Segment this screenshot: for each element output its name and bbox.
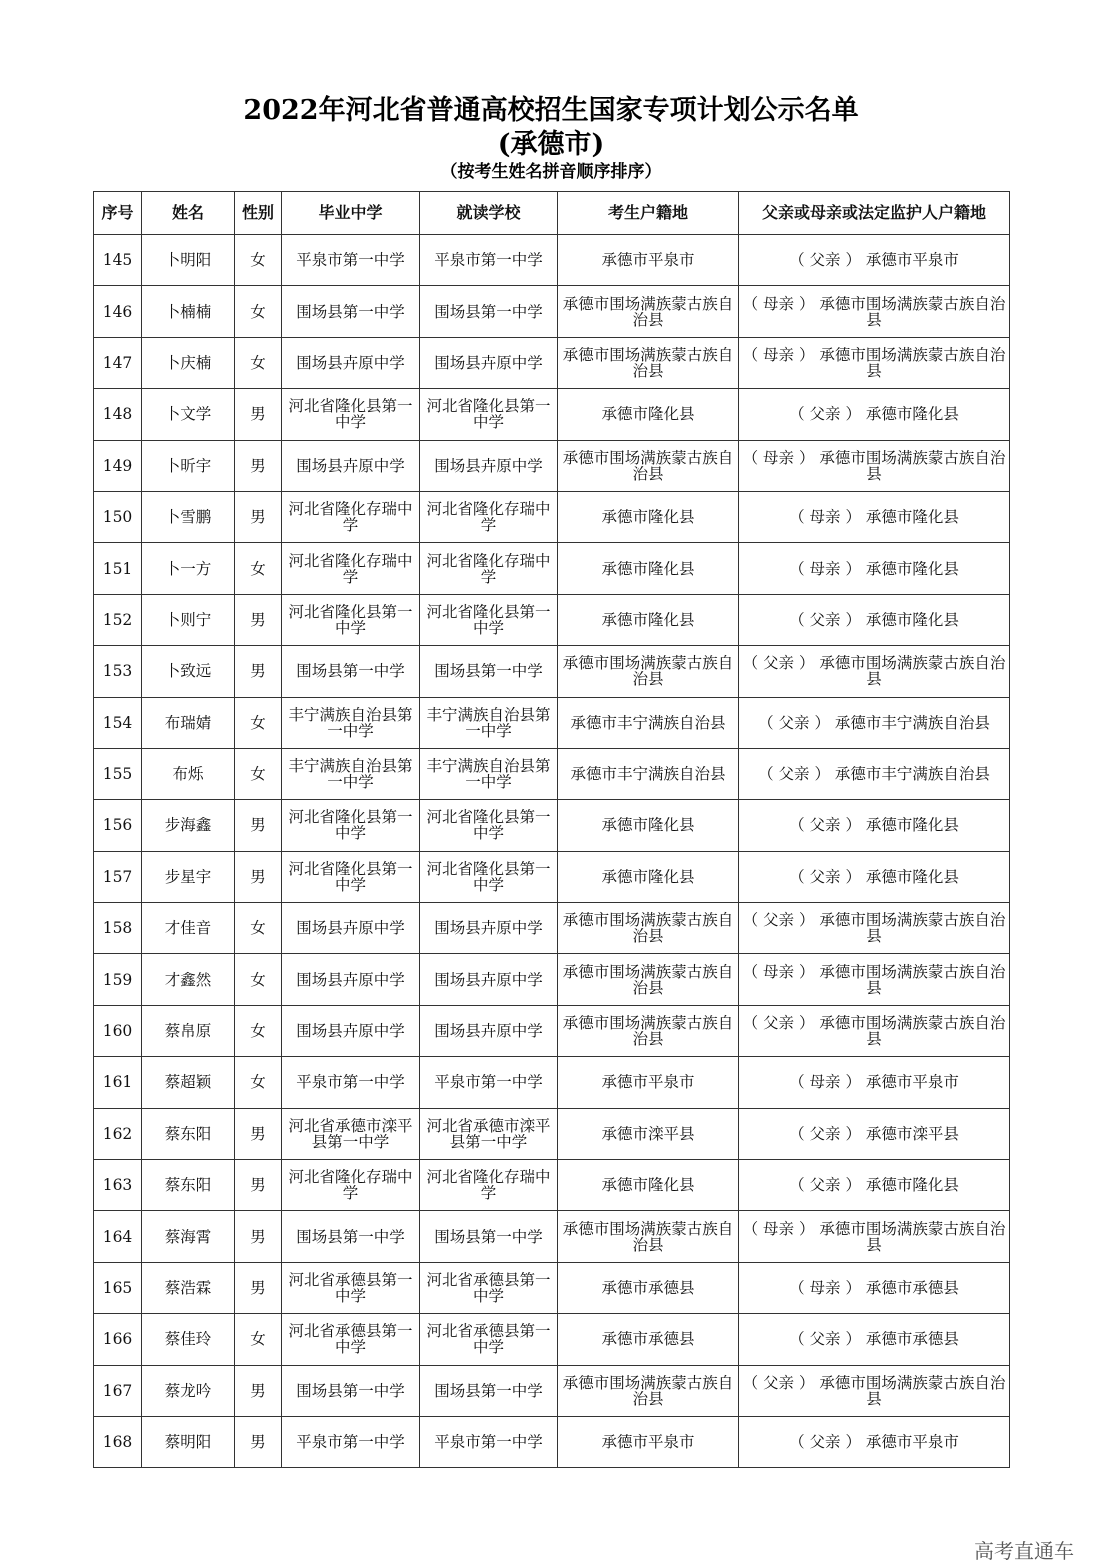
cell-guardian-household: （ 父亲 ） 承德市隆化县 [739,800,1010,851]
cell-guardian-household: （ 父亲 ） 承德市平泉市 [739,1416,1010,1467]
cell-name: 卜明阳 [142,235,235,286]
cell-guardian-household: （ 父亲 ） 承德市丰宁满族自治县 [739,697,1010,748]
cell-guardian-household: （ 母亲 ） 承德市围场满族蒙古族自治县 [739,337,1010,388]
table-row [94,1314,1010,1365]
cell-student-household: 承德市丰宁满族自治县 [558,697,739,748]
document-title: 2022年河北省普通高校招生国家专项计划公示名单 [243,95,859,126]
table-row [94,954,1010,1005]
cell-seq: 168 [94,1416,142,1467]
cell-guardian-household: （ 母亲 ） 承德市平泉市 [739,1057,1010,1108]
cell-student-household: 承德市隆化县 [558,491,739,542]
cell-student-household: 承德市平泉市 [558,1416,739,1467]
cell-gender: 女 [235,543,282,594]
cell-graduated-school: 河北省隆化县第一中学 [282,389,420,440]
cell-student-household: 承德市围场满族蒙古族自治县 [558,903,739,954]
cell-graduated-school: 河北省隆化县第一中学 [282,594,420,645]
cell-guardian-household: （ 母亲 ） 承德市围场满族蒙古族自治县 [739,286,1010,337]
table-row [94,646,1010,697]
cell-seq: 162 [94,1108,142,1159]
cell-name: 卜文学 [142,389,235,440]
cell-current-school: 平泉市第一中学 [420,1416,558,1467]
cell-student-household: 承德市隆化县 [558,543,739,594]
cell-guardian-household: （ 父亲 ） 承德市围场满族蒙古族自治县 [739,646,1010,697]
cell-gender: 男 [235,1416,282,1467]
cell-student-household: 承德市承德县 [558,1262,739,1313]
watermark-text: 高考直通车 [974,1539,1074,1563]
cell-guardian-household: （ 父亲 ） 承德市围场满族蒙古族自治县 [739,1005,1010,1056]
cell-seq: 164 [94,1211,142,1262]
cell-graduated-school: 河北省承德县第一中学 [282,1314,420,1365]
cell-guardian-household: （ 父亲 ） 承德市隆化县 [739,1160,1010,1211]
header-seq: 序号 [94,192,142,235]
cell-graduated-school: 河北省隆化存瑞中学 [282,491,420,542]
table-row [94,235,1010,286]
cell-student-household: 承德市承德县 [558,1314,739,1365]
cell-seq: 155 [94,748,142,799]
cell-seq: 163 [94,1160,142,1211]
cell-current-school: 河北省隆化存瑞中学 [420,491,558,542]
cell-seq: 161 [94,1057,142,1108]
cell-student-household: 承德市围场满族蒙古族自治县 [558,440,739,491]
cell-guardian-household: （ 母亲 ） 承德市围场满族蒙古族自治县 [739,1211,1010,1262]
table-row [94,800,1010,851]
table-row [94,1416,1010,1467]
table-row [94,337,1010,388]
cell-gender: 男 [235,1160,282,1211]
cell-student-household: 承德市隆化县 [558,1160,739,1211]
cell-gender: 男 [235,646,282,697]
cell-guardian-household: （ 母亲 ） 承德市围场满族蒙古族自治县 [739,954,1010,1005]
sort-order-note: （按考生姓名拼音顺序排序） [440,162,662,182]
cell-graduated-school: 平泉市第一中学 [282,1057,420,1108]
cell-current-school: 围场县卉原中学 [420,903,558,954]
cell-graduated-school: 丰宁满族自治县第一中学 [282,697,420,748]
cell-student-household: 承德市围场满族蒙古族自治县 [558,1365,739,1416]
cell-gender: 女 [235,903,282,954]
cell-gender: 女 [235,697,282,748]
cell-current-school: 围场县卉原中学 [420,954,558,1005]
cell-name: 才鑫然 [142,954,235,1005]
cell-current-school: 围场县第一中学 [420,286,558,337]
cell-gender: 男 [235,800,282,851]
cell-seq: 156 [94,800,142,851]
cell-current-school: 河北省隆化县第一中学 [420,851,558,902]
cell-name: 蔡超颖 [142,1057,235,1108]
cell-name: 卜则宁 [142,594,235,645]
cell-gender: 男 [235,594,282,645]
cell-name: 卜庆楠 [142,337,235,388]
cell-student-household: 承德市围场满族蒙古族自治县 [558,286,739,337]
cell-name: 蔡浩霖 [142,1262,235,1313]
table-row [94,440,1010,491]
table-row [94,1262,1010,1313]
cell-student-household: 承德市围场满族蒙古族自治县 [558,337,739,388]
table-row [94,594,1010,645]
cell-gender: 女 [235,286,282,337]
cell-guardian-household: （ 父亲 ） 承德市隆化县 [739,851,1010,902]
cell-name: 布烁 [142,748,235,799]
cell-current-school: 围场县第一中学 [420,1365,558,1416]
table-body [94,235,1010,1468]
cell-student-household: 承德市平泉市 [558,235,739,286]
cell-student-household: 承德市滦平县 [558,1108,739,1159]
document-subtitle: (承德市) [497,129,605,160]
cell-gender: 男 [235,1108,282,1159]
cell-graduated-school: 围场县卉原中学 [282,903,420,954]
cell-name: 才佳音 [142,903,235,954]
cell-student-household: 承德市隆化县 [558,800,739,851]
cell-name: 蔡帛原 [142,1005,235,1056]
cell-name: 卜致远 [142,646,235,697]
cell-graduated-school: 平泉市第一中学 [282,1416,420,1467]
cell-gender: 女 [235,954,282,1005]
cell-gender: 男 [235,491,282,542]
cell-gender: 女 [235,748,282,799]
cell-guardian-household: （ 父亲 ） 承德市围场满族蒙古族自治县 [739,1365,1010,1416]
cell-gender: 女 [235,1314,282,1365]
cell-graduated-school: 河北省隆化存瑞中学 [282,543,420,594]
cell-student-household: 承德市围场满族蒙古族自治县 [558,954,739,1005]
cell-student-household: 承德市丰宁满族自治县 [558,748,739,799]
cell-graduated-school: 丰宁满族自治县第一中学 [282,748,420,799]
cell-seq: 148 [94,389,142,440]
cell-name: 蔡东阳 [142,1108,235,1159]
cell-current-school: 河北省承德市滦平县第一中学 [420,1108,558,1159]
cell-current-school: 围场县第一中学 [420,646,558,697]
cell-current-school: 丰宁满族自治县第一中学 [420,697,558,748]
cell-gender: 男 [235,1211,282,1262]
header-name: 姓名 [142,192,235,235]
cell-gender: 女 [235,1005,282,1056]
cell-graduated-school: 围场县第一中学 [282,1365,420,1416]
cell-graduated-school: 围场县第一中学 [282,646,420,697]
table-row [94,697,1010,748]
cell-student-household: 承德市围场满族蒙古族自治县 [558,646,739,697]
cell-seq: 157 [94,851,142,902]
cell-seq: 154 [94,697,142,748]
table-row [94,851,1010,902]
cell-graduated-school: 围场县卉原中学 [282,337,420,388]
cell-name: 步星宇 [142,851,235,902]
header-gender: 性别 [235,192,282,235]
cell-graduated-school: 围场县第一中学 [282,1211,420,1262]
cell-graduated-school: 围场县卉原中学 [282,1005,420,1056]
cell-current-school: 河北省隆化县第一中学 [420,594,558,645]
cell-guardian-household: （ 母亲 ） 承德市承德县 [739,1262,1010,1313]
cell-guardian-household: （ 父亲 ） 承德市承德县 [739,1314,1010,1365]
cell-guardian-household: （ 母亲 ） 承德市隆化县 [739,543,1010,594]
cell-seq: 151 [94,543,142,594]
cell-current-school: 河北省隆化县第一中学 [420,800,558,851]
cell-seq: 149 [94,440,142,491]
cell-name: 蔡佳玲 [142,1314,235,1365]
cell-guardian-household: （ 母亲 ） 承德市围场满族蒙古族自治县 [739,440,1010,491]
header-guardian-household: 父亲或母亲或法定监护人户籍地 [739,192,1010,235]
cell-seq: 150 [94,491,142,542]
cell-graduated-school: 河北省隆化存瑞中学 [282,1160,420,1211]
cell-seq: 159 [94,954,142,1005]
cell-seq: 147 [94,337,142,388]
cell-seq: 160 [94,1005,142,1056]
cell-graduated-school: 河北省隆化县第一中学 [282,851,420,902]
table-row [94,389,1010,440]
cell-name: 布瑞婧 [142,697,235,748]
cell-student-household: 承德市隆化县 [558,389,739,440]
cell-student-household: 承德市平泉市 [558,1057,739,1108]
cell-current-school: 围场县第一中学 [420,1211,558,1262]
cell-current-school: 河北省隆化存瑞中学 [420,1160,558,1211]
cell-name: 卜楠楠 [142,286,235,337]
table-row [94,1211,1010,1262]
cell-gender: 男 [235,851,282,902]
cell-graduated-school: 河北省承德市滦平县第一中学 [282,1108,420,1159]
roster-table [93,191,1010,1468]
header-graduated-school: 毕业中学 [282,192,420,235]
cell-name: 卜雪鹏 [142,491,235,542]
table-row [94,543,1010,594]
cell-current-school: 围场县卉原中学 [420,337,558,388]
table-row [94,1365,1010,1416]
cell-guardian-household: （ 父亲 ） 承德市隆化县 [739,389,1010,440]
cell-seq: 158 [94,903,142,954]
table-row [94,1160,1010,1211]
cell-seq: 167 [94,1365,142,1416]
cell-seq: 153 [94,646,142,697]
table-row [94,1005,1010,1056]
cell-name: 蔡东阳 [142,1160,235,1211]
cell-current-school: 平泉市第一中学 [420,235,558,286]
cell-current-school: 河北省承德县第一中学 [420,1314,558,1365]
table-row [94,491,1010,542]
table-row [94,1057,1010,1108]
cell-seq: 165 [94,1262,142,1313]
cell-seq: 152 [94,594,142,645]
header-student-household: 考生户籍地 [558,192,739,235]
cell-gender: 男 [235,389,282,440]
cell-current-school: 河北省承德县第一中学 [420,1262,558,1313]
cell-gender: 男 [235,1365,282,1416]
cell-current-school: 围场县卉原中学 [420,440,558,491]
cell-gender: 女 [235,1057,282,1108]
cell-guardian-household: （ 母亲 ） 承德市隆化县 [739,491,1010,542]
cell-guardian-household: （ 父亲 ） 承德市平泉市 [739,235,1010,286]
cell-student-household: 承德市隆化县 [558,594,739,645]
cell-student-household: 承德市隆化县 [558,851,739,902]
cell-student-household: 承德市围场满族蒙古族自治县 [558,1005,739,1056]
cell-name: 蔡龙吟 [142,1365,235,1416]
cell-name: 蔡明阳 [142,1416,235,1467]
cell-name: 卜昕宇 [142,440,235,491]
cell-guardian-household: （ 父亲 ） 承德市丰宁满族自治县 [739,748,1010,799]
cell-seq: 145 [94,235,142,286]
cell-guardian-household: （ 父亲 ） 承德市围场满族蒙古族自治县 [739,903,1010,954]
cell-guardian-household: （ 父亲 ） 承德市滦平县 [739,1108,1010,1159]
cell-graduated-school: 围场县第一中学 [282,286,420,337]
table-header-row [94,192,1010,235]
header-current-school: 就读学校 [420,192,558,235]
cell-name: 蔡海霄 [142,1211,235,1262]
cell-current-school: 河北省隆化县第一中学 [420,389,558,440]
cell-current-school: 河北省隆化存瑞中学 [420,543,558,594]
cell-graduated-school: 围场县卉原中学 [282,440,420,491]
cell-current-school: 围场县卉原中学 [420,1005,558,1056]
cell-name: 步海鑫 [142,800,235,851]
cell-current-school: 平泉市第一中学 [420,1057,558,1108]
cell-current-school: 丰宁满族自治县第一中学 [420,748,558,799]
cell-seq: 146 [94,286,142,337]
cell-name: 卜一方 [142,543,235,594]
cell-gender: 男 [235,440,282,491]
cell-graduated-school: 河北省承德县第一中学 [282,1262,420,1313]
cell-seq: 166 [94,1314,142,1365]
table-row [94,748,1010,799]
cell-student-household: 承德市围场满族蒙古族自治县 [558,1211,739,1262]
table-row [94,1108,1010,1159]
table-row [94,286,1010,337]
cell-gender: 女 [235,235,282,286]
cell-graduated-school: 平泉市第一中学 [282,235,420,286]
table-row [94,903,1010,954]
cell-gender: 男 [235,1262,282,1313]
cell-graduated-school: 围场县卉原中学 [282,954,420,1005]
cell-guardian-household: （ 父亲 ） 承德市隆化县 [739,594,1010,645]
cell-graduated-school: 河北省隆化县第一中学 [282,800,420,851]
cell-gender: 女 [235,337,282,388]
